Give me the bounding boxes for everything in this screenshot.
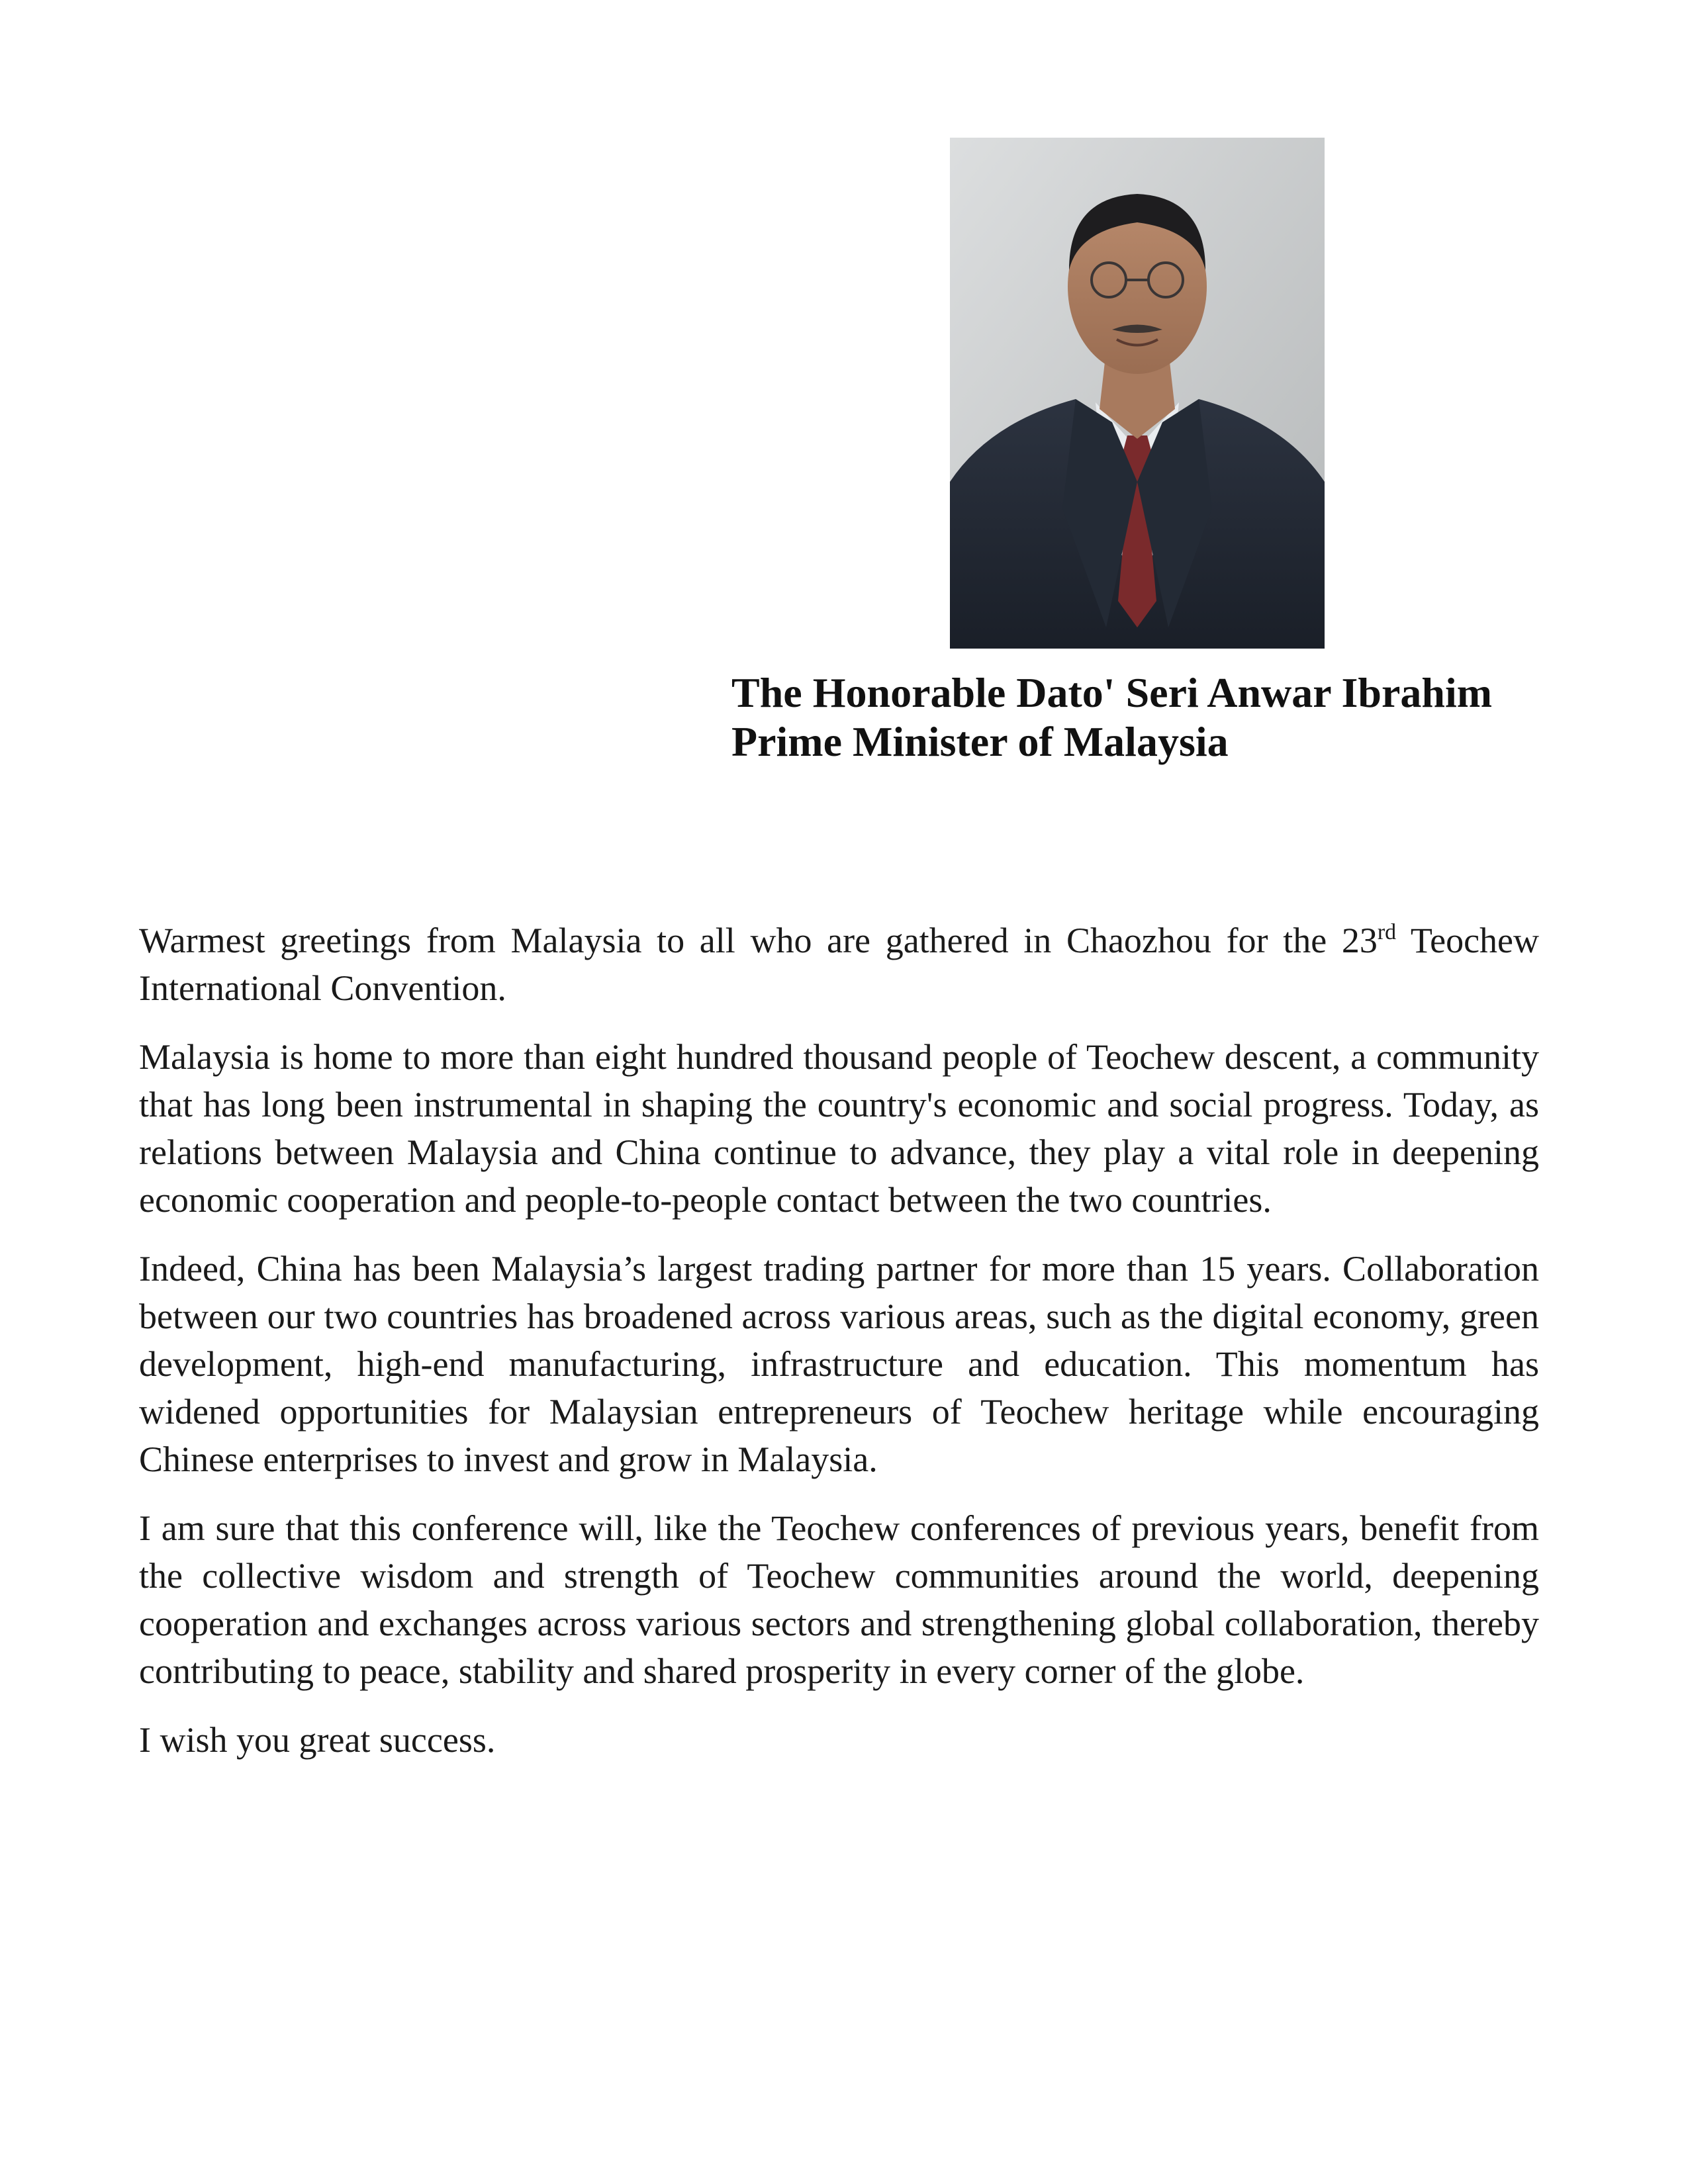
ordinal-suffix: rd xyxy=(1377,920,1397,944)
paragraph-closing: I wish you great success. xyxy=(139,1720,496,1760)
paragraph-trade: Indeed, China has been Malaysia’s largest trading partner for more than 15 years. Collaboration between our two countries has broadened across various areas, such as the digital economy, green development, high-end manufacturing, infrastructure and education. This momentum has widened opportunities for Malaysian entrepreneurs of Teochew heritage while encouraging Chinese enterprises to invest and grow in Malaysia. xyxy=(139,1249,1539,1479)
caption-name: The Honorable Dato' Seri Anwar Ibrahim xyxy=(731,669,1493,716)
paragraph-greeting xyxy=(139,917,1539,1012)
message-body xyxy=(139,917,1539,1785)
caption-title: Prime Minister of Malaysia xyxy=(731,718,1229,765)
paragraph-conference: I am sure that this conference will, like the Teochew conferences of previous years, benefit from the collective wisdom and strength of Teochew communities around the world, deepening cooperation and exchanges across various sectors and strengthening global collaboration, thereby contributing to peace, stability and shared prosperity in every corner of the globe. xyxy=(139,1508,1539,1691)
greeting-text-end: Teochew International Convention. xyxy=(139,921,1540,1008)
portrait-photo xyxy=(950,138,1325,649)
paragraph-community: Malaysia is home to more than eight hundred thousand people of Teochew descent, a community that has long been instrumental in shaping the country's economic and social progress. Today, as relations between Malaysia and China continue to advance, they play a vital role in deepening economic cooperation and people-to-people contact between the two countries. xyxy=(139,1037,1539,1220)
caption-block xyxy=(731,668,1592,766)
portrait-illustration xyxy=(950,138,1325,649)
greeting-text-start: Warmest greetings from Malaysia to all who are gathered in Chaozhou for the 23 xyxy=(139,921,1378,960)
